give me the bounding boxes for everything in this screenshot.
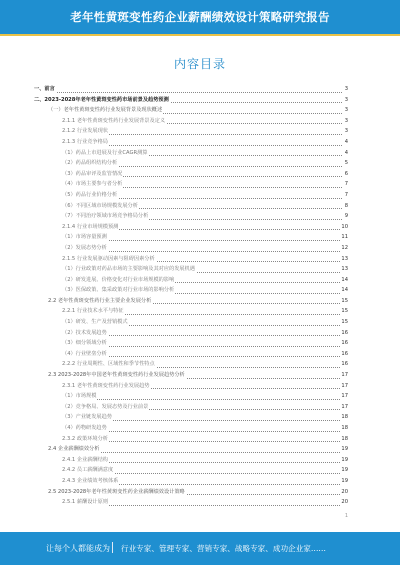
toc-leader-dots [62, 399, 342, 400]
toc-entry[interactable] [34, 296, 348, 307]
toc-entry[interactable] [34, 444, 348, 455]
toc-entry-label: （一）老年性黄斑变性药行业发展背景及现状概述 [48, 105, 163, 116]
toc-entry-page: 15 [340, 296, 348, 307]
toc-entry[interactable] [34, 243, 348, 254]
toc-entry-label: 2.1.1 老年性黄斑变性药行业发展背景及定义 [62, 116, 166, 127]
toc-entry-label: （2）研发进展、价格变化对行业市场规模的影响 [62, 275, 175, 286]
toc-entry-page: 18 [340, 423, 348, 434]
toc-entry-page: 20 [340, 497, 348, 508]
footer-divider [112, 542, 113, 553]
toc-entry[interactable] [34, 370, 348, 381]
toc-entry[interactable] [34, 95, 348, 106]
toc-entry[interactable] [34, 84, 348, 95]
toc-entry-page: 17 [340, 402, 348, 413]
toc-entry-label: （3）药品审评及监管情况 [62, 169, 123, 180]
toc-entry[interactable] [34, 232, 348, 243]
toc-entry-label: 2.1.2 行业发展现状 [62, 126, 109, 137]
toc-entry-page: 8 [344, 201, 348, 212]
toc-entry-page: 13 [340, 254, 348, 265]
toc-entry-page: 16 [340, 359, 348, 370]
toc-entry[interactable] [34, 359, 348, 370]
toc-entry[interactable] [34, 476, 348, 487]
toc-entry-label: （3）细分领域分析 [62, 338, 108, 349]
toc-entry-page: 20 [340, 487, 348, 498]
toc-entry[interactable] [34, 328, 348, 339]
toc-entry-page: 3 [344, 105, 348, 116]
toc-entry-label: （2）技术发展趋势 [62, 328, 108, 339]
toc-entry-page: 17 [340, 381, 348, 392]
toc-entry-label: 2.3.2 政策环境分析 [62, 434, 109, 445]
toc-entry[interactable] [34, 285, 348, 296]
toc-heading: 内容目录 [173, 57, 226, 71]
toc-leader-dots [34, 92, 342, 93]
toc-entry[interactable] [34, 201, 348, 212]
toc-entry-label: 2.4 企业薪酬绩效分析 [48, 444, 100, 455]
toc-entry[interactable] [34, 338, 348, 349]
toc-entry-page: 18 [340, 434, 348, 445]
toc-entry[interactable] [34, 317, 348, 328]
toc-entry-label: （4）行业壁垒分析 [62, 349, 108, 360]
header-divider [0, 34, 400, 36]
footer-slogan: 让每个人都能成为 [46, 544, 110, 553]
toc-entry[interactable] [34, 105, 348, 116]
toc-entry-page: 5 [344, 158, 348, 169]
toc-entry-page: 14 [340, 285, 348, 296]
toc-entry-page: 17 [340, 391, 348, 402]
toc-entry[interactable] [34, 190, 348, 201]
toc-entry[interactable] [34, 254, 348, 265]
toc-entry-label: （3）产业链发展趋势 [62, 412, 113, 423]
toc-entry-label: 2.4.2 员工薪酬满意度 [62, 465, 114, 476]
toc-entry-page: 4 [344, 148, 348, 159]
page-number: 1 [344, 513, 348, 519]
toc-entry[interactable] [34, 126, 348, 137]
toc-entry[interactable] [34, 434, 348, 445]
toc-entry-page: 11 [340, 232, 348, 243]
toc-entry-label: 2.2 老年性黄斑变性药行业主要企业发展分析 [48, 296, 152, 307]
toc-entry[interactable] [34, 381, 348, 392]
toc-entry[interactable] [34, 179, 348, 190]
toc-entry-page: 15 [340, 317, 348, 328]
toc-entry[interactable] [34, 349, 348, 360]
toc-entry-label: （2）竞争格局、发展态势及行业前景 [62, 402, 149, 413]
toc-entry-label: （2）药品组织结构分析 [62, 158, 118, 169]
toc-entry-page: 16 [340, 349, 348, 360]
toc-entry[interactable] [34, 137, 348, 148]
toc-entry-page: 3 [344, 84, 348, 95]
toc-entry-label: 2.5.1 薪酬设计原则 [62, 497, 109, 508]
toc-entry-page: 19 [340, 465, 348, 476]
toc-entry-page: 4 [344, 137, 348, 148]
table-of-contents [34, 84, 348, 508]
toc-entry-page: 19 [340, 444, 348, 455]
toc-entry-page: 19 [340, 455, 348, 466]
toc-entry-label: 2.3.1 老年性黄斑变性药行业发展趋势 [62, 381, 150, 392]
toc-entry-label: 2.5 2023-2028年老年性黄斑变性药企业薪酬绩效设计策略 [48, 487, 186, 498]
toc-entry[interactable] [34, 306, 348, 317]
toc-entry[interactable] [34, 402, 348, 413]
toc-entry[interactable] [34, 455, 348, 466]
toc-entry-page: 13 [340, 264, 348, 275]
toc-entry-label: 2.1.4 行业市场规模预测 [62, 222, 119, 233]
toc-entry-page: 16 [340, 328, 348, 339]
toc-entry[interactable] [34, 222, 348, 233]
toc-entry-label: （3）医保政策、集采政策对行业市场的影响分析 [62, 285, 175, 296]
toc-entry-page: 10 [340, 222, 348, 233]
toc-entry[interactable] [34, 465, 348, 476]
toc-entry-label: 2.4.3 企业绩效考核体系 [62, 476, 119, 487]
toc-entry[interactable] [34, 169, 348, 180]
toc-entry-label: （1）行业政策对药品市场的主要影响及其对应的发展机遇 [62, 264, 196, 275]
toc-entry[interactable] [34, 391, 348, 402]
toc-entry[interactable] [34, 497, 348, 508]
toc-entry-label: （1）研发、生产及营销模式 [62, 317, 129, 328]
toc-entry-label: 2.3 2023-2028年中国老年性黄斑变性药行业发展趋势分析 [48, 370, 186, 381]
toc-entry-page: 3 [344, 116, 348, 127]
toc-entry-page: 14 [340, 275, 348, 286]
toc-entry[interactable] [34, 487, 348, 498]
toc-entry[interactable] [34, 116, 348, 127]
toc-entry-label: 2.1.5 行业发展驱动因素与阻碍因素分析 [62, 254, 156, 265]
toc-entry-page: 9 [344, 211, 348, 222]
toc-entry-page: 17 [340, 370, 348, 381]
toc-entry-label: （1）市场容量预测 [62, 232, 108, 243]
toc-entry-page: 12 [340, 243, 348, 254]
toc-entry-label: （2）发展态势分析 [62, 243, 108, 254]
toc-entry-page: 7 [344, 179, 348, 190]
toc-entry[interactable] [34, 423, 348, 434]
toc-entry[interactable] [34, 264, 348, 275]
toc-entry-page: 19 [340, 476, 348, 487]
toc-entry-label: （1）市场规模 [62, 391, 97, 402]
footer-tagline: 行业专家、管理专家、营销专家、战略专家、成功企业家…… [121, 544, 327, 553]
toc-entry[interactable] [34, 148, 348, 159]
toc-entry-page: 6 [344, 169, 348, 180]
toc-entry-label: （4）市场主要参与者分析 [62, 179, 123, 190]
toc-entry-label: 二、2023-2028年老年性黄斑变性药市场前景及趋势预测 [34, 95, 170, 106]
toc-entry-page: 3 [344, 95, 348, 106]
toc-entry-page: 16 [340, 338, 348, 349]
toc-entry[interactable] [34, 412, 348, 423]
toc-entry-label: （5）药品行业价格分析 [62, 190, 118, 201]
toc-entry-label: （1）药品上市进展及行业CAGR测算 [62, 148, 148, 159]
toc-entry-label: 2.2.1 行业技术水平与特征 [62, 306, 125, 317]
report-title: 老年性黄斑变性药企业薪酬绩效设计策略研究报告 [70, 10, 330, 24]
toc-entry[interactable] [34, 211, 348, 222]
toc-entry-label: 2.4.1 企业薪酬结构 [62, 455, 109, 466]
toc-entry-label: 2.1.3 行业竞争格局 [62, 137, 109, 148]
toc-entry[interactable] [34, 158, 348, 169]
toc-entry-page: 3 [344, 126, 348, 137]
toc-entry-label: （6）不同区域市场规模发展分析 [62, 201, 139, 212]
toc-entry[interactable] [34, 275, 348, 286]
toc-entry-page: 15 [340, 306, 348, 317]
toc-entry-page: 18 [340, 412, 348, 423]
toc-entry-label: 一、前言 [34, 84, 56, 95]
toc-entry-page: 7 [344, 190, 348, 201]
toc-entry-label: （4）药物研发趋势 [62, 423, 108, 434]
toc-entry-label: （7）不同治疗领域市场竞争格局分析 [62, 211, 149, 222]
toc-entry-label: 2.2.2 行业周期性、区域性和季节性特点 [62, 359, 156, 370]
